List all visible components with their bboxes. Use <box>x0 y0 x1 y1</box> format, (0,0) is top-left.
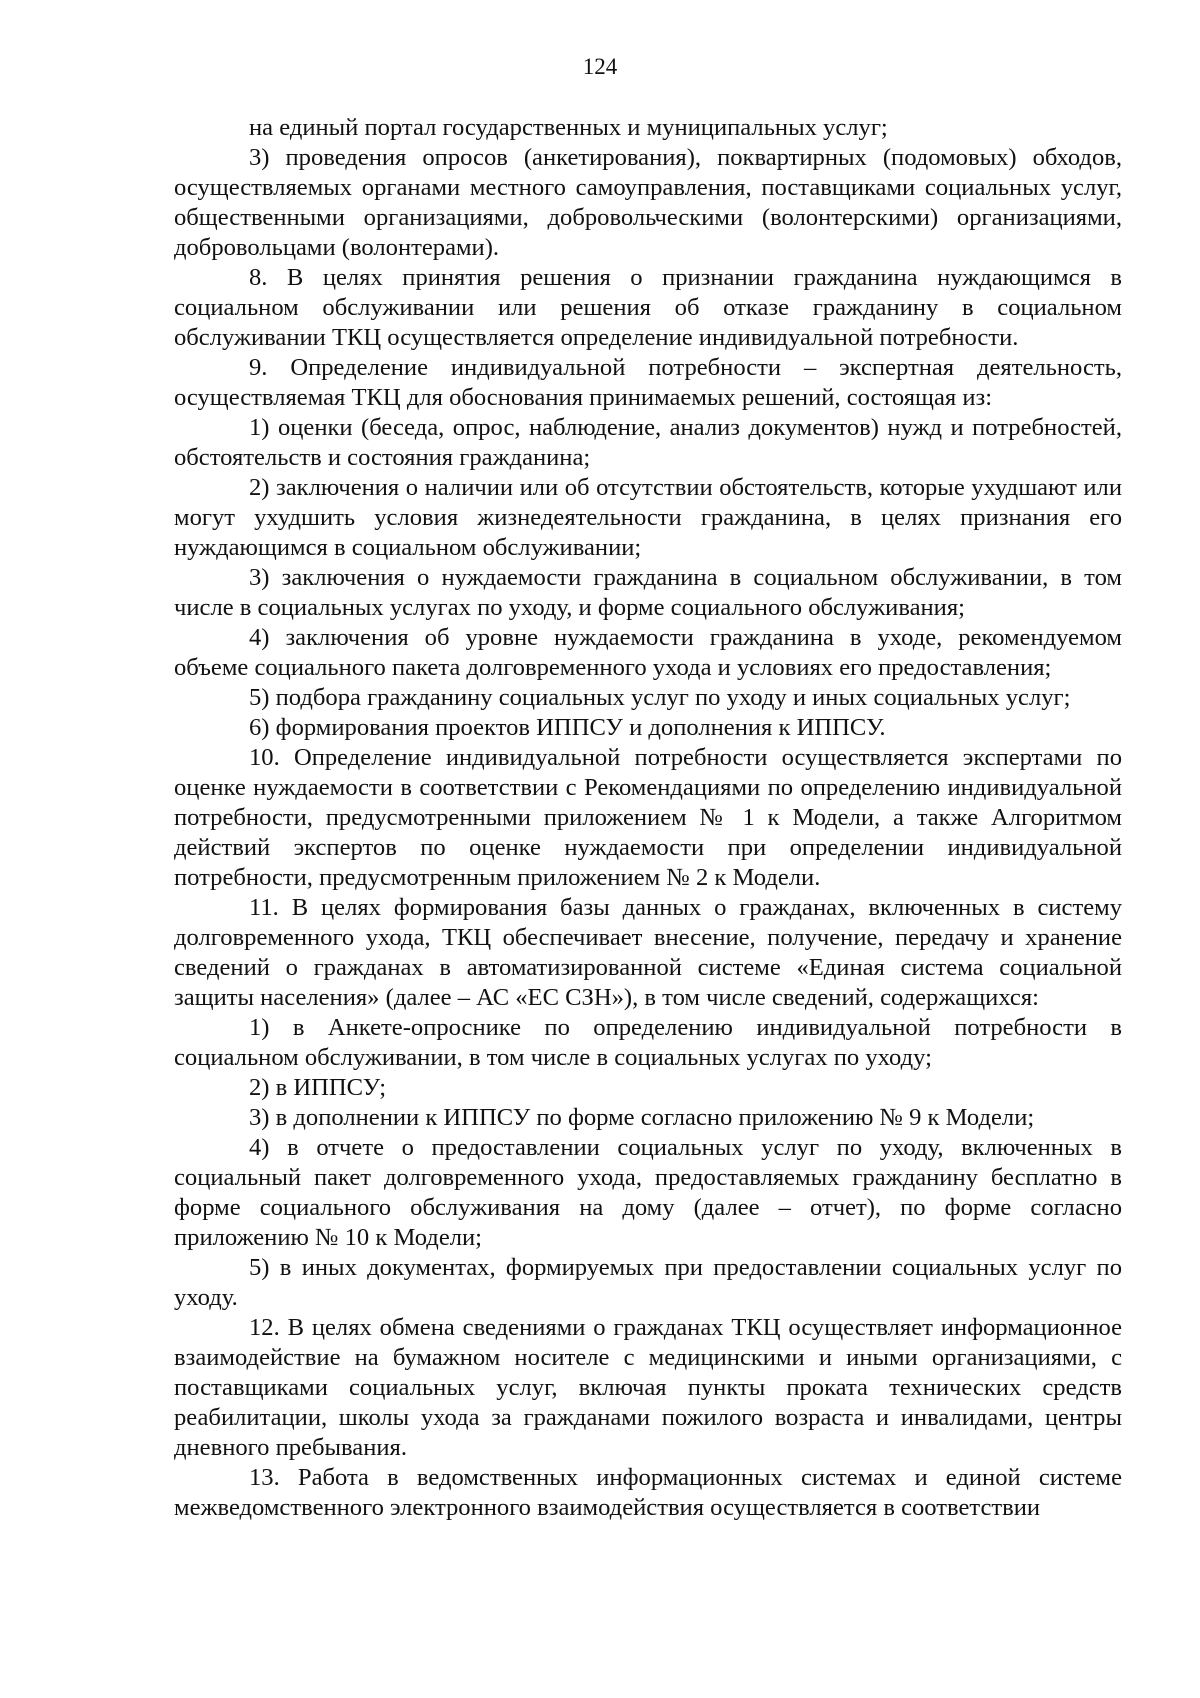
paragraph: 3) в дополнении к ИППСУ по форме согласно приложению № 9 к Модели; <box>249 1104 1035 1131</box>
paragraph: 5) подбора гражданину социальных услуг по уходу и иных социальных услуг; <box>249 684 1071 711</box>
paragraph: 5) в иных документах, формируемых при предоставлении социальных услуг по уходу. <box>174 1254 1122 1311</box>
paragraph: на единый портал государственных и муниципальных услуг; <box>249 114 888 141</box>
paragraph: 6) формирования проектов ИППСУ и дополнения к ИППСУ. <box>249 714 886 741</box>
paragraph: 1) в Анкете-опроснике по определению индивидуальной потребности в социальном обслуживании, в том числе в социальных услугах по уходу; <box>174 1014 1122 1071</box>
paragraph: 1) оценки (беседа, опрос, наблюдение, анализ документов) нужд и потребностей, обстоятельств и состояния гражданина; <box>174 414 1122 471</box>
paragraph: 4) заключения об уровне нуждаемости гражданина в уходе, рекомендуемом объеме социального пакета долговременного ухода и условиях его предоставления; <box>174 624 1122 681</box>
paragraph: 8. В целях принятия решения о признании гражданина нуждающимся в социальном обслуживании или решения об отказе гражданину в социальном обслуживании ТКЦ осуществляется определение индивидуальной потребности. <box>174 264 1122 351</box>
paragraph: 11. В целях формирования базы данных о гражданах, включенных в систему долговременного ухода, ТКЦ обеспечивает внесение, получение, передачу и хранение сведений о гражданах в автоматизированной системе «Единая система социальной защиты населения» (далее – АС «ЕС СЗН»), в том числе сведений, содержащихся: <box>174 894 1122 1011</box>
document-body <box>174 113 1122 1523</box>
paragraph: 4) в отчете о предоставлении социальных услуг по уходу, включенных в социальный пакет долговременного ухода, предоставляемых гражданину бесплатно в форме социального обслуживания на дому (далее – отчет), по форме согласно приложению № 10 к Модели; <box>174 1134 1122 1251</box>
paragraph: 13. Работа в ведомственных информационных системах и единой системе межведомственного электронного взаимодействия осуществляется в соответствии <box>174 1464 1122 1521</box>
paragraph: 3) заключения о нуждаемости гражданина в социальном обслуживании, в том числе в социальных услугах по уходу, и форме социального обслуживания; <box>174 564 1122 621</box>
paragraph: 2) в ИППСУ; <box>249 1074 387 1101</box>
page-number: 124 <box>582 54 618 79</box>
paragraph: 10. Определение индивидуальной потребности осуществляется экспертами по оценке нуждаемости в соответствии с Рекомендациями по определению индивидуальной потребности, предусмотренными приложением № 1 к Модели, а также Алгоритмом действий экспертов по оценке нуждаемости при определении индивидуальной потребности, предусмотренным приложением № 2 к Модели. <box>174 744 1122 891</box>
paragraph: 9. Определение индивидуальной потребности – экспертная деятельность, осуществляемая ТКЦ для обоснования принимаемых решений, состоящая из: <box>174 354 1122 411</box>
paragraph: 12. В целях обмена сведениями о гражданах ТКЦ осуществляет информационное взаимодействие на бумажном носителе с медицинскими и иными организациями, с поставщиками социальных услуг, включая пункты проката технических средств реабилитации, школы ухода за гражданами пожилого возраста и инвалидами, центры дневного пребывания. <box>174 1314 1122 1461</box>
paragraph: 3) проведения опросов (анкетирования), поквартирных (подомовых) обходов, осуществляемых органами местного самоуправления, поставщиками социальных услуг, общественными организациями, добровольческими (волонтерскими) организациями, добровольцами (волонтерами). <box>174 144 1122 261</box>
paragraph: 2) заключения о наличии или об отсутствии обстоятельств, которые ухудшают или могут ухудшить условия жизнедеятельности гражданина, в целях признания его нуждающимся в социальном обслуживании; <box>174 474 1122 561</box>
